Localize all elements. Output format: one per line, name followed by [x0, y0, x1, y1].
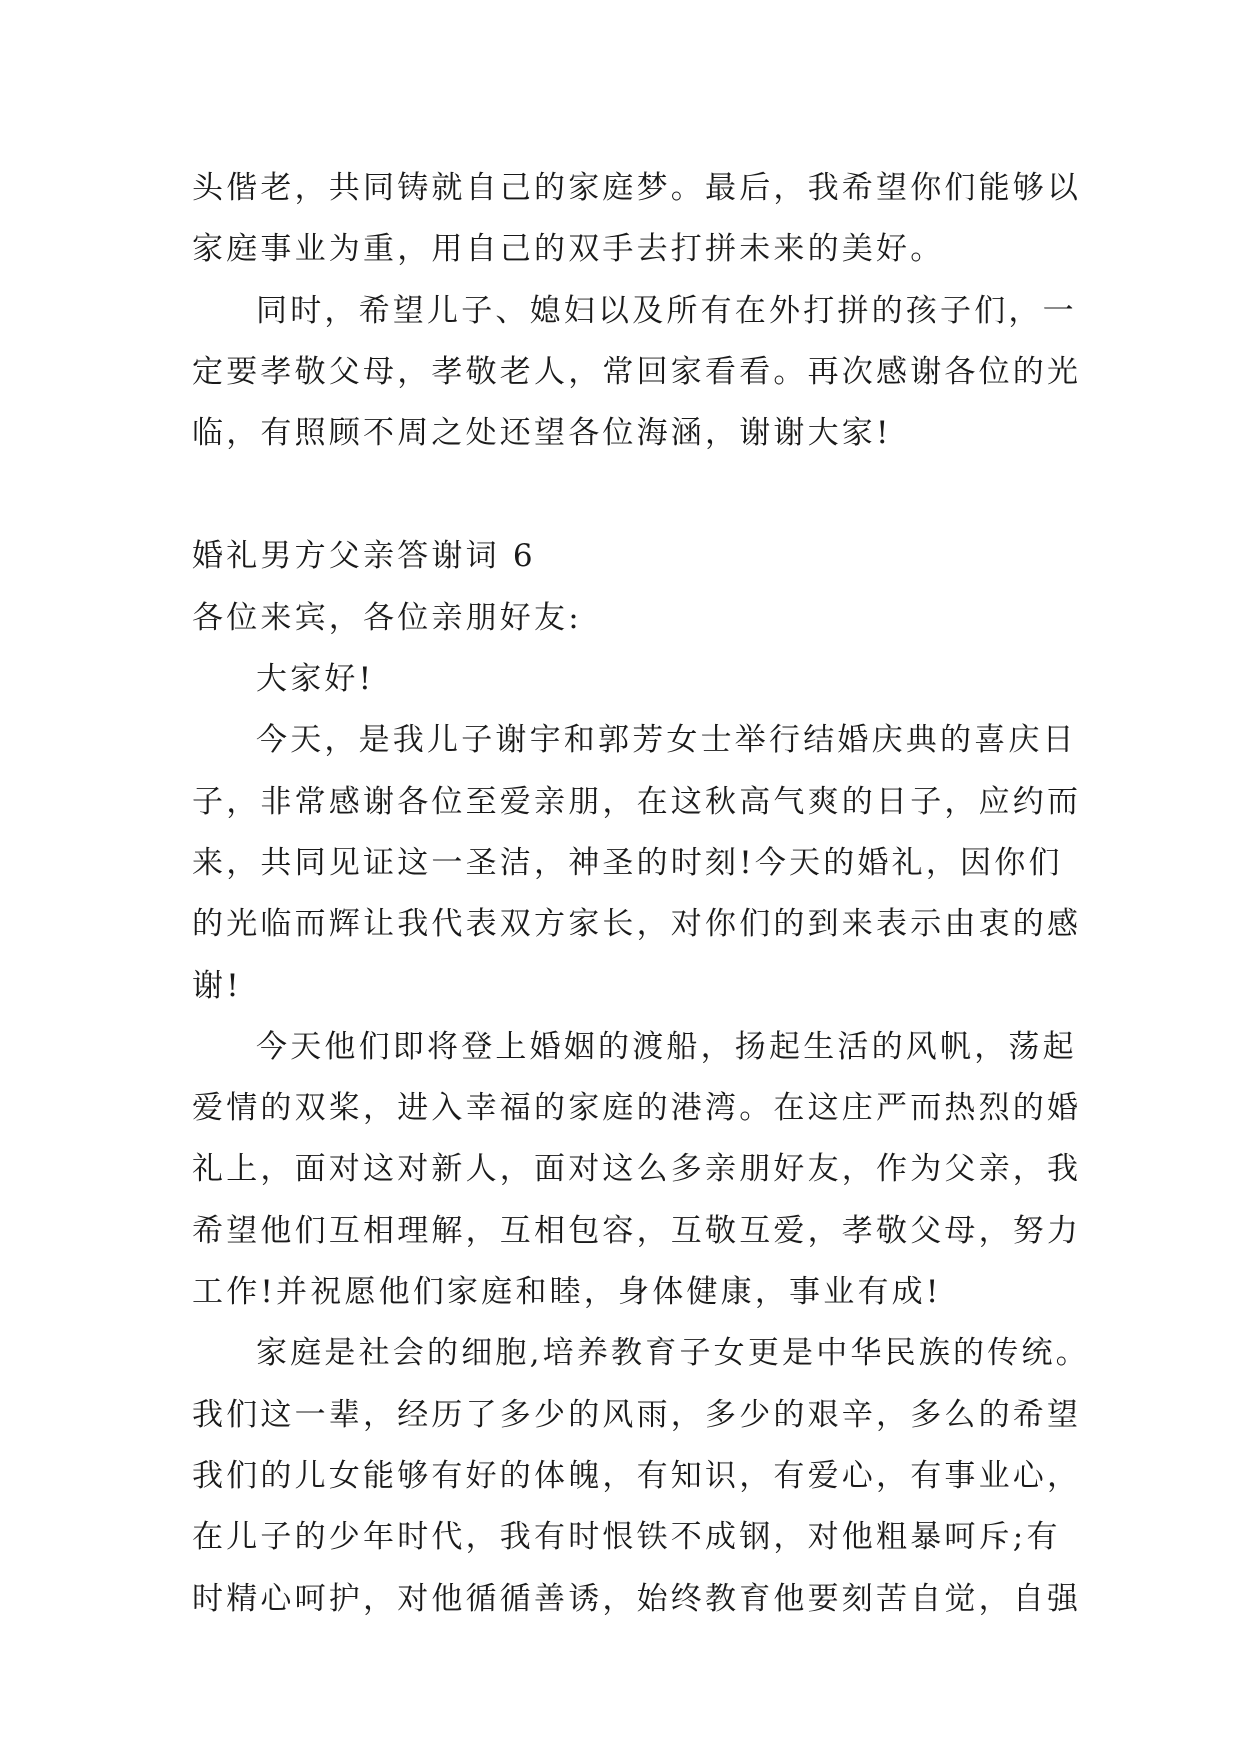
- text-line: 来，共同见证这一圣洁，神圣的时刻!今天的婚礼，因你们: [192, 844, 1063, 881]
- text-line: 礼上，面对这对新人，面对这么多亲朋好友，作为父亲，我: [192, 1151, 1082, 1188]
- document-body: [192, 158, 1090, 1630]
- text-line: 定要孝敬父母，孝敬老人，常回家看看。再次感谢各位的光: [192, 353, 1082, 390]
- section-gap: [192, 464, 1060, 526]
- section-title: 婚礼男方父亲答谢词 6: [192, 538, 536, 575]
- paragraph-start: 今天他们即将登上婚姻的渡船，扬起生活的风帆，荡起: [256, 1028, 1077, 1065]
- text-line: 在儿子的少年时代，我有时恨铁不成钢，对他粗暴呵斥;有: [192, 1519, 1061, 1556]
- text-line: 时精心呵护，对他循循善诱，始终教育他要刻苦自觉，自强: [192, 1580, 1082, 1617]
- text-line: 家庭事业为重，用自己的双手去打拼未来的美好。: [192, 231, 945, 268]
- text-line: 临，有照顾不周之处还望各位海涵，谢谢大家!: [192, 415, 892, 452]
- text-line: 爱情的双桨，进入幸福的家庭的港湾。在这庄严而热烈的婚: [192, 1090, 1082, 1127]
- paragraph-start: 家庭是社会的细胞,培养教育子女更是中华民族的传统。: [256, 1335, 1090, 1372]
- text-line: 希望他们互相理解，互相包容，互敬互爱，孝敬父母，努力: [192, 1212, 1082, 1249]
- text-line: 我们这一辈，经历了多少的风雨，多少的艰辛，多么的希望: [192, 1396, 1082, 1433]
- paragraph-start: 同时，希望儿子、媳妇以及所有在外打拼的孩子们，一: [256, 292, 1077, 329]
- text-line: 我们的儿女能够有好的体魄，有知识，有爱心，有事业心，: [192, 1457, 1082, 1494]
- text-line: 头偕老，共同铸就自己的家庭梦。最后，我希望你们能够以: [192, 170, 1082, 206]
- paragraph-start: 今天，是我儿子谢宇和郭芳女士举行结婚庆典的喜庆日: [256, 722, 1077, 759]
- text-line: 工作!并祝愿他们家庭和睦，身体健康，事业有成!: [192, 1274, 942, 1311]
- text-line: 谢!: [192, 967, 242, 1004]
- text-line: 的光临而辉让我代表双方家长，对你们的到来表示由衷的感: [192, 906, 1082, 943]
- salutation: 各位来宾，各位亲朋好友:: [192, 599, 582, 636]
- text-line: 子，非常感谢各位至爱亲朋，在这秋高气爽的日子，应约而: [192, 783, 1082, 820]
- greeting: 大家好!: [256, 661, 375, 698]
